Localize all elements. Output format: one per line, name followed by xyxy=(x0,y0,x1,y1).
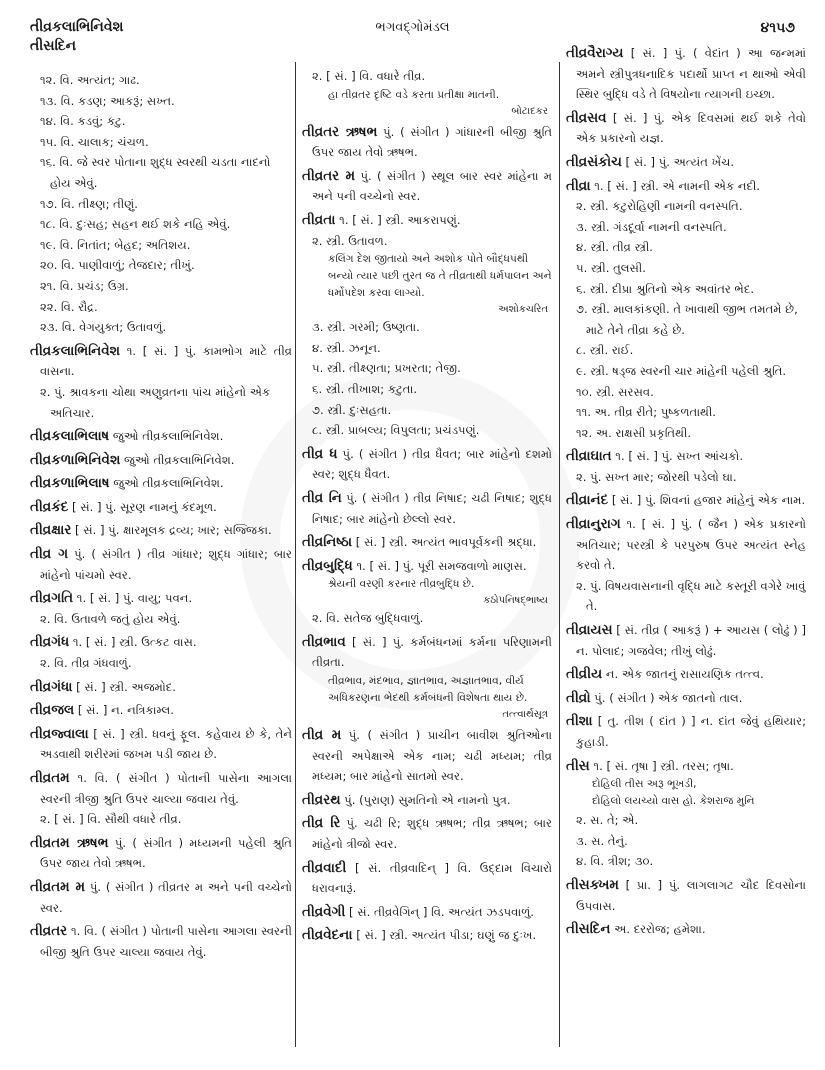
dictionary-entry xyxy=(566,176,806,197)
entry-sense xyxy=(302,66,552,87)
entry-text: ૧. [ સં. ] પું. વાયુ; પવન. xyxy=(73,591,193,606)
entry-text: ૧૯. વિ. નિતાંત; બેહદ; અતિશય. xyxy=(40,237,191,252)
entry-sense xyxy=(30,91,292,112)
entry-text: પું. ( સંગીત ) મધ્યમની પહેલી શ્રુતિ ઉપર જાય તેવો ઋષભ. xyxy=(40,835,292,871)
citation-quote xyxy=(302,251,552,302)
entry-text: પું. ( સંગીત ) સ્થૂલ બાર સ્વર માંહેના મ અને પની વચ્ચેનો સ્વર. xyxy=(312,168,552,204)
entry-text: [ સં. ] પું. અત્યંત ખેંચ. xyxy=(621,154,735,169)
entry-text: ૨૦. વિ. પાણીવાળું; તેજદાર; તીખું. xyxy=(40,258,195,273)
headword: તીવ્રભાવ xyxy=(302,633,346,650)
dictionary-entry xyxy=(302,122,552,163)
column-divider xyxy=(295,62,296,1047)
headword: તીવ્ર ધ xyxy=(302,445,338,462)
entry-sense xyxy=(302,420,552,441)
entry-sense xyxy=(302,231,552,252)
dictionary-entry xyxy=(302,902,552,923)
headword: તીવ્રસંકોચ xyxy=(566,153,622,170)
dictionary-entry xyxy=(566,664,806,685)
entry-text: ૩. સ્ત્રી. ગરમી; ઉષ્ણતા. xyxy=(312,320,420,335)
entry-text: અશોકચરિત xyxy=(498,304,548,316)
entry-sense xyxy=(30,276,292,297)
dictionary-entry xyxy=(302,925,552,946)
dictionary-entry xyxy=(302,813,552,854)
entry-sense xyxy=(566,831,806,852)
dictionary-entry xyxy=(566,152,806,173)
entry-text: ૧૬. વિ. જે સ્વર પોતાના શુદ્ધ સ્વરથી ચડતા નાદનો હોય એવું. xyxy=(40,155,271,190)
book-title: ભગવદ્ગોમંડલ xyxy=(375,20,450,35)
entry-text: [ સં. ] પું. એક દિવસમાં થઈ શકે તેવો એક પ્રકારનો યજ્ઞ. xyxy=(576,110,806,146)
entry-text: પું. ( સંગીત ) તીવ્ર ગાંધાર; શુદ્ધ ગાંધાર; બાર માંહેનો પાંચમો સ્વર. xyxy=(40,547,293,582)
entry-sense xyxy=(30,194,292,215)
entry-text: ૨૧. વિ. પ્રચંડ; ઉગ્ર. xyxy=(40,278,129,293)
guide-word-first: તીવ્રકલાભિનિવેશ xyxy=(30,19,124,35)
entry-sense xyxy=(302,358,552,379)
entry-sense xyxy=(30,809,292,830)
citation-quote xyxy=(302,673,552,707)
column-right xyxy=(566,40,806,940)
dictionary-entry xyxy=(566,919,806,940)
dictionary-entry xyxy=(566,490,806,511)
entry-sense xyxy=(30,297,292,318)
entry-text: પું. (પુરાણ) સુમતિનો એ નામનો પુત્ર. xyxy=(340,792,511,807)
entry-text: ૨૨. વિ. રૌદ્ર. xyxy=(40,299,98,314)
entry-text: ૪. વિ. ત્રીશ; ૩૦. xyxy=(576,854,654,869)
entry-text: કઠોપનિષદ્ભાષ્ય xyxy=(483,595,548,607)
dictionary-entry xyxy=(30,497,292,518)
headword: તીસક્ખમ xyxy=(566,876,619,893)
entry-sense xyxy=(302,317,552,338)
dictionary-entry xyxy=(566,514,806,576)
entry-text: ૩. સ. તેનું. xyxy=(576,833,628,848)
entry-text: ૮. સ્ત્રી. રાઈ. xyxy=(576,343,634,358)
headword: તીવ્રજલ xyxy=(30,702,75,719)
headword: તીવ્રવૈરાગ્ય xyxy=(566,45,624,61)
citation-source xyxy=(302,593,552,608)
dictionary-entry xyxy=(30,921,292,962)
entry-text: શ્રેયની વરણી કરનાર તીવ્રબુદ્ધિ છે. xyxy=(328,578,475,591)
entry-text: ૨. વિ. તીવ્ર ગંધવાળું. xyxy=(40,656,132,671)
entry-sense xyxy=(566,279,806,300)
entry-text: [ સં. ] સ્ત્રી. અત્યંત પીડા; ઘણું જ દુઃખ. xyxy=(352,928,537,943)
entry-sense xyxy=(30,152,292,193)
headword: તીસદિન xyxy=(566,921,611,938)
entry-text: ૨. સ્ત્રી. કટુરોહિણી નામની વનસ્પતિ. xyxy=(576,199,743,214)
column-left xyxy=(30,70,292,962)
headword: તીવ્રાનંદ xyxy=(566,492,609,509)
entry-text: [ સં. ] પું. સૂરણ નામનું કંદમૂળ. xyxy=(68,499,217,514)
entry-sense xyxy=(30,255,292,276)
dictionary-entry xyxy=(302,166,552,207)
entry-text: ૧. [ સં. ] પું. પૂરી સમજવાળો માણસ. xyxy=(352,558,527,573)
entry-text: ૭. સ્ત્રી. દુઃસહતા. xyxy=(312,402,392,417)
dictionary-entry xyxy=(566,620,806,661)
entry-text: [ સં. તીવ્રવાદિન્ ] વિ. ઉદ્દામ વિચારો ધરાવનારૂં. xyxy=(312,860,552,896)
dictionary-entry xyxy=(30,833,292,874)
entry-sense xyxy=(566,423,806,444)
dictionary-entry xyxy=(302,556,552,577)
headword: તીવ્રતમ xyxy=(30,770,70,786)
headword: તીવ્રકળાભિનિવેશ xyxy=(30,451,121,468)
entry-text: ૧. [ સં. ] સ્ત્રી. આકરાપણું. xyxy=(335,212,461,227)
dictionary-entry xyxy=(302,632,552,673)
dictionary-entry xyxy=(566,875,806,916)
entry-text: ૧. [ સં. ] સ્ત્રી. ઉત્કટ વાસ. xyxy=(69,635,197,650)
headword: તીવ્રાનુરાગ xyxy=(566,516,621,533)
entry-text: [ સં. તીવ્ર ( આકરૂં ) + આયસ ( લોઢું ) ] ન. પોલાદ; ગજવેલ; તીખું લોઢું. xyxy=(576,623,806,658)
headword: તીવ્રતમ મ xyxy=(30,878,86,895)
headword: તીવ્રગંધા xyxy=(30,678,73,695)
entry-text: ૨. સ. તે; એ. xyxy=(576,813,639,828)
entry-text: ૧. [ સં. ] સ્ત્રી. એ નામની એક નદી. xyxy=(590,178,760,193)
entry-sense xyxy=(30,609,292,630)
entry-text: ૬. સ્ત્રી. તીખાશ; કટુતા. xyxy=(312,381,418,396)
headword: તીવ્રવાદી xyxy=(302,859,347,876)
dictionary-entry xyxy=(302,532,552,553)
entry-text: ૨. વિ. સતેજ બુદ્ધિવાળું. xyxy=(312,611,424,626)
headword: તીવ્ર ગ xyxy=(30,546,69,563)
entry-text: ૬. સ્ત્રી. દીપ્રા શ્રુતિનો એક અવાંતર ભેદ. xyxy=(576,281,754,296)
entry-text: ૫. સ્ત્રી. તીક્ષ્ણતા; પ્રખરતા; તેજી. xyxy=(312,361,461,376)
dictionary-entry xyxy=(30,724,292,765)
entry-sense xyxy=(30,317,292,338)
entry-sense xyxy=(566,467,806,488)
dictionary-entry xyxy=(302,858,552,899)
headword: તીવ્રતમ ઋષભ xyxy=(30,834,109,851)
dictionary-entry xyxy=(302,790,552,811)
entry-text: ૨. [ સં. ] વિ. સૌથી વધારે તીવ્ર. xyxy=(40,812,182,827)
headword: તીવ્ર નિ xyxy=(302,489,342,506)
entry-text: ૧૩. વિ. કડણ; આકરૂં; સખ્ત. xyxy=(40,93,175,108)
entry-text: ૭. સ્ત્રી. માલકાંકણી. તે ખાવાથી જીભ તમતમે છે, માટે તેને તીવ્રા કહે છે. xyxy=(576,302,798,337)
entry-text: [ સં. ] સ્ત્રી. ધવનું ફૂલ. કહેવાય છે કે, તેને અડવાથી શરીરમાં જખમ પડી જાય છે. xyxy=(40,726,292,762)
dictionary-entry xyxy=(566,43,806,105)
dictionary-entry xyxy=(30,473,292,494)
headword: તીવ્રક્ષાર xyxy=(30,522,72,539)
entry-text: ૧૧. અ. તીવ્ર રીતે; પુષ્કળતાથી. xyxy=(576,405,716,420)
citation-source xyxy=(302,302,552,317)
headword: તીવ્રબુદ્ધિ xyxy=(302,557,353,574)
dictionary-entry xyxy=(566,711,806,752)
headword: તીવ્ર રિ xyxy=(302,815,341,832)
entry-sense xyxy=(566,217,806,238)
citation-quote xyxy=(566,776,806,793)
dictionary-entry xyxy=(302,210,552,231)
entry-text: પું. ( સંગીત ) ગાંધારની બીજી શ્રુતિ ઉપર જાય તેવો ઋષભ. xyxy=(312,124,553,160)
headword: તીવ્રતા xyxy=(302,211,336,228)
entry-sense xyxy=(30,132,292,153)
citation-source xyxy=(302,104,552,119)
entry-text: ૧૪. વિ. કડવું; કટુ. xyxy=(40,114,126,129)
dictionary-entry xyxy=(566,756,806,777)
entry-text: ૧. [ સં. ] પું. ( જૈન ) એક પ્રકારનો અતિચાર; પરસ્ત્રી કે પરપુરુષ ઉપર અત્યંત સ્નેહ કરવો તે. xyxy=(576,517,806,573)
entry-sense xyxy=(302,400,552,421)
dictionary-entry xyxy=(566,108,806,149)
entry-sense xyxy=(30,111,292,132)
citation-quote xyxy=(566,793,806,810)
entry-text: પું. ( સંગીત ) પ્રાચીન બાવીશ શ્રુતિઓના સ્વરની અપેક્ષાએ એક નામ; ચઢી મધ્યમ; તીવ્ર મધ્યમ; બાર માંહેનો સાતમો સ્વર. xyxy=(312,728,552,784)
entry-sense xyxy=(30,653,292,674)
citation-source xyxy=(302,707,552,722)
headword: તીવ્રરથ xyxy=(302,791,341,808)
headword: તીસ xyxy=(566,757,590,774)
entry-text: પું. ( સંગીત ) તીવ્ર ધૈવત; બાર માંહેનો દશમો સ્વર; શુદ્ધ ધૈવત. xyxy=(312,446,552,482)
entry-sense xyxy=(566,361,806,382)
headword: તીવ્રસવ xyxy=(566,109,607,126)
entry-text: ૧૦. સ્ત્રી. સરસવ. xyxy=(576,384,654,399)
entry-text: [ સં. ] ન. નત્રિકામ્લ. xyxy=(74,703,174,718)
entry-sense xyxy=(566,196,806,217)
entry-sense xyxy=(302,608,552,629)
headword: તીવ્રતર મ xyxy=(302,167,356,184)
entry-text: [ સં. ] સ્ત્રી. અત્યંત ભાવપૂર્વકની શ્રદ્ધા. xyxy=(352,535,537,550)
headword: તીવ્રવેદના xyxy=(302,927,353,944)
entry-sense xyxy=(566,576,806,617)
entry-text: પું. ( સંગીત ) તીવ્રતર મ અને પની વચ્ચેનો સ્વર. xyxy=(40,879,292,915)
entry-text: [ સં. ] સ્ત્રી. અજમોદ. xyxy=(72,679,176,694)
entry-sense xyxy=(566,237,806,258)
dictionary-entry xyxy=(30,700,292,721)
headword: તીવ્રતર xyxy=(30,923,68,940)
dictionary-entry xyxy=(302,725,552,787)
dictionary-entry xyxy=(30,877,292,918)
entry-text: ૮. સ્ત્રી. પ્રાબલ્ય; વિપુલતા; પ્રચંડપણું. xyxy=(312,423,480,438)
entry-text: ૨. પું. વિષયવાસનાની વૃદ્ધિ માટે કસ્તૂરી વગેરે ખાવું તે. xyxy=(576,578,806,614)
entry-text: ૪. સ્ત્રી. તીવ્ર સ્ત્રી. xyxy=(576,240,653,255)
dictionary-entry xyxy=(302,488,552,529)
headword: તીવ્રો xyxy=(566,689,591,706)
column-divider xyxy=(559,62,560,1047)
entry-sense xyxy=(566,851,806,872)
entry-text: તત્ત્વાર્થસૂત્ર xyxy=(502,709,548,721)
headword: તીવ્રવેગી xyxy=(302,903,346,920)
headword: તીવ્રાઘાત xyxy=(566,448,612,465)
entry-text: ૨. પું. શ્રાવકના ચોથા અણુવ્રતના પાંચ માંહેનો એક અતિચાર. xyxy=(40,384,271,420)
headword: તીવ્રકલાભિલાષ xyxy=(30,428,110,445)
entry-sense xyxy=(566,810,806,831)
entry-text: તીવ્રભાવ, મંદભાવ, જ્ઞાતભાવ, અજ્ઞાતભાવ, વીર્ય અધિકરણના ભેદથી કર્મબંધની વિશેષતા થાય છે. xyxy=(328,675,528,705)
headword: તીશા xyxy=(566,713,593,730)
entry-text: ૨૩. વિ. વેગયુક્ત; ઉતાવળું. xyxy=(40,320,167,335)
headword: તીવ્રા xyxy=(566,177,591,194)
dictionary-entry xyxy=(30,426,292,447)
entry-text: ૨. [ સં. ] વિ. વધારે તીવ્ર. xyxy=(312,69,426,83)
entry-text: બોટાદકર xyxy=(511,105,548,117)
headword: તીવ્ર મ xyxy=(302,727,342,744)
entry-text: [ સં. ] પું. ( વેદાંત ) આ જન્મમાં અમને સ્ત્રીપુત્રધનાદિક પદાર્થો પ્રાપ્ત ન થાઓ એવી સ્થિર બુદ્ધિ વડે તે વિષયોના ત્યાગની ઇચ્છા. xyxy=(576,46,806,102)
dictionary-entry xyxy=(30,544,292,585)
dictionary-entry xyxy=(30,450,292,471)
entry-sense xyxy=(566,258,806,279)
entry-text: જુઓ તીવ્રકલાભિનિવેશ. xyxy=(120,452,235,467)
citation-quote xyxy=(302,87,552,104)
headword: તીવ્રગંધ xyxy=(30,634,70,651)
entry-text: જુઓ તીવ્રકલાભિનિવેશ. xyxy=(109,429,224,444)
entry-text: ૨. પું. સખ્ત માર; જોરથી પડેલો ઘા. xyxy=(576,469,737,484)
entry-text: કલિંગ દેશ જીતાયો અને અશોક પોતે બૌદ્ધપંથી બન્યો ત્યાર પછી તુરત જ તે તીવ્રતાથી ધર્મપાલન અને ધર્મોપદેશ કરવા લાગ્યો. xyxy=(328,253,552,300)
entry-text: [ તુ. તીશ ( દાંત ) ] ન. દાંત જેવું હથિયાર; કુહાડી. xyxy=(576,714,806,749)
entry-text: પું. ( સંગીત ) એક જાતનો તાલ. xyxy=(590,690,743,705)
entry-sense xyxy=(30,382,292,423)
dictionary-entry xyxy=(30,677,292,698)
dictionary-entry xyxy=(302,444,552,485)
dictionary-entry xyxy=(30,520,292,541)
entry-text: પું. ( સંગીત ) તીવ્ર નિષાદ; ચઢી નિષાદ; શુદ્ધ નિષાદ; બાર માંહેનો છેલ્લો સ્વર. xyxy=(312,490,552,526)
entry-text: હા તીવ્રતર દૃષ્ટિ વડે કરતા પ્રતીક્ષા માતની. xyxy=(328,88,500,101)
entry-text: [ પ્રા. ] પું. લાગલાગટ ચૌદ દિવસોના ઉપવાસ. xyxy=(576,877,806,913)
entry-sense xyxy=(30,235,292,256)
entry-sense xyxy=(302,338,552,359)
dictionary-entry xyxy=(30,588,292,609)
entry-sense xyxy=(566,340,806,361)
dictionary-entry xyxy=(566,446,806,467)
entry-sense xyxy=(30,214,292,235)
headword: તીવ્રનિષ્ઠા xyxy=(302,534,353,551)
entry-text: ૧૨. વિ. અત્યંત; ગાઢ. xyxy=(40,73,140,87)
entry-text: ૪. સ્ત્રી. ઝનૂન. xyxy=(312,340,381,355)
entry-text: ન. એક જાતનું રાસાયણિક તત્ત્વ. xyxy=(602,667,764,682)
entry-text: પું. ચઢી રિ; શુદ્ધ ઋષભ; તીવ્ર ઋષભ; બાર માંહેનો ત્રીજો સ્વર. xyxy=(312,816,552,852)
headword: તીવ્રકલાભિનિવેશ xyxy=(30,342,121,359)
entry-sense xyxy=(566,402,806,423)
entry-text: ૧૮. વિ. દુઃસહ; સહન થઈ શકે નહિ એવું. xyxy=(40,217,231,232)
entry-text: અ. દરરોજ; હમેશા. xyxy=(610,922,706,937)
entry-text: ૧. [ સં. ] પું. કામભોગ માટે તીવ્ર વાસના. xyxy=(40,343,292,379)
entry-text: [ સં. ] પું. ક્ષારમૂલક દ્રવ્ય; ખાર; સજ્જિકા. xyxy=(71,523,272,538)
column-middle xyxy=(302,66,552,946)
entry-text: દોહિલી તીસ અરૂ ભૂખડી, xyxy=(592,778,697,791)
entry-text: ૧. વિ. ( સંગીત ) પોતાની પાસેના આગલા સ્વરની બીજી શ્રુતિ ઉપર ચાલ્યા જવાય તેવું. xyxy=(40,924,292,959)
page-number: ૪૧૫૭ xyxy=(760,20,795,36)
entry-text: ૯. સ્ત્રી. ષડ્જ સ્વરની ચાર માંહેની પહેલી શ્રુતિ. xyxy=(576,363,787,378)
entry-text: ૧૨. અ. રાક્ષસી પ્રકૃતિથી. xyxy=(576,425,692,440)
entry-text: ૨. સ્ત્રી. ઉતાવળ. xyxy=(312,233,388,248)
entry-sense xyxy=(30,70,292,91)
entry-text: જુઓ તીવ્રકલાભિનિવેશ. xyxy=(109,476,224,491)
entry-text: [ સં. ] પું. શિવનાં હજાર માંહેનું એક નામ. xyxy=(608,493,806,508)
entry-text: ૩. સ્ત્રી. ગંડદૂર્વા નામની વનસ્પતિ. xyxy=(576,219,727,234)
dictionary-entry xyxy=(30,341,292,382)
entry-text: દોહિલો લયચ્યો વાસ હો. કેશરાજ મુનિ xyxy=(592,795,755,808)
headword: તીવ્રીય xyxy=(566,666,603,683)
headword: તીવ્રકળાભિલાષ xyxy=(30,475,110,492)
entry-text: ૧. વિ. ( સંગીત ) પોતાની પાસેના આગલા સ્વરની ત્રીજી શ્રુતિ ઉપર ચાલ્યા જવાય તેવું. xyxy=(40,771,292,806)
entry-sense xyxy=(566,382,806,403)
entry-text: ૫. સ્ત્રી. તુલસી. xyxy=(576,260,646,275)
headword: તીવ્રતર ઋષભ xyxy=(302,123,378,140)
entry-text: [ સં. ] પું. કર્મબંધનમાં કર્મના પરિણામની તીવ્રતા. xyxy=(312,634,552,670)
entry-text: ૧. [ સં. તૃષા ] સ્ત્રી. તરસ; તૃષા. xyxy=(589,758,734,773)
entry-text: ૨. વિ. ઉતાવળે જતું હોય એવું. xyxy=(40,611,181,626)
entry-sense xyxy=(566,299,806,340)
headword: તીવ્રજ્વાલા xyxy=(30,725,89,742)
entry-text: ૧. [ સં. ] પું. સખ્ત આંચકો. xyxy=(611,449,744,464)
dictionary-entry xyxy=(566,688,806,709)
entry-text: ૧૫. વિ. ચાલાક; ચંચળ. xyxy=(40,134,149,149)
dictionary-entry xyxy=(30,768,292,809)
entry-sense xyxy=(302,379,552,400)
headword: તીવ્રગતિ xyxy=(30,590,74,607)
entry-text: ૧૭. વિ. તીક્ષ્ણ; તીણું. xyxy=(40,196,138,211)
entry-text: [ સં. તીવ્રવેગિન્ ] વિ. અત્યંત ઝડપવાળું. xyxy=(345,904,534,919)
headword: તીવ્રાયસ xyxy=(566,622,613,639)
citation-quote xyxy=(302,576,552,593)
dictionary-entry xyxy=(30,632,292,653)
guide-word-last: તીસદિન xyxy=(30,38,77,54)
headword: તીવ્રકંદ xyxy=(30,498,69,515)
